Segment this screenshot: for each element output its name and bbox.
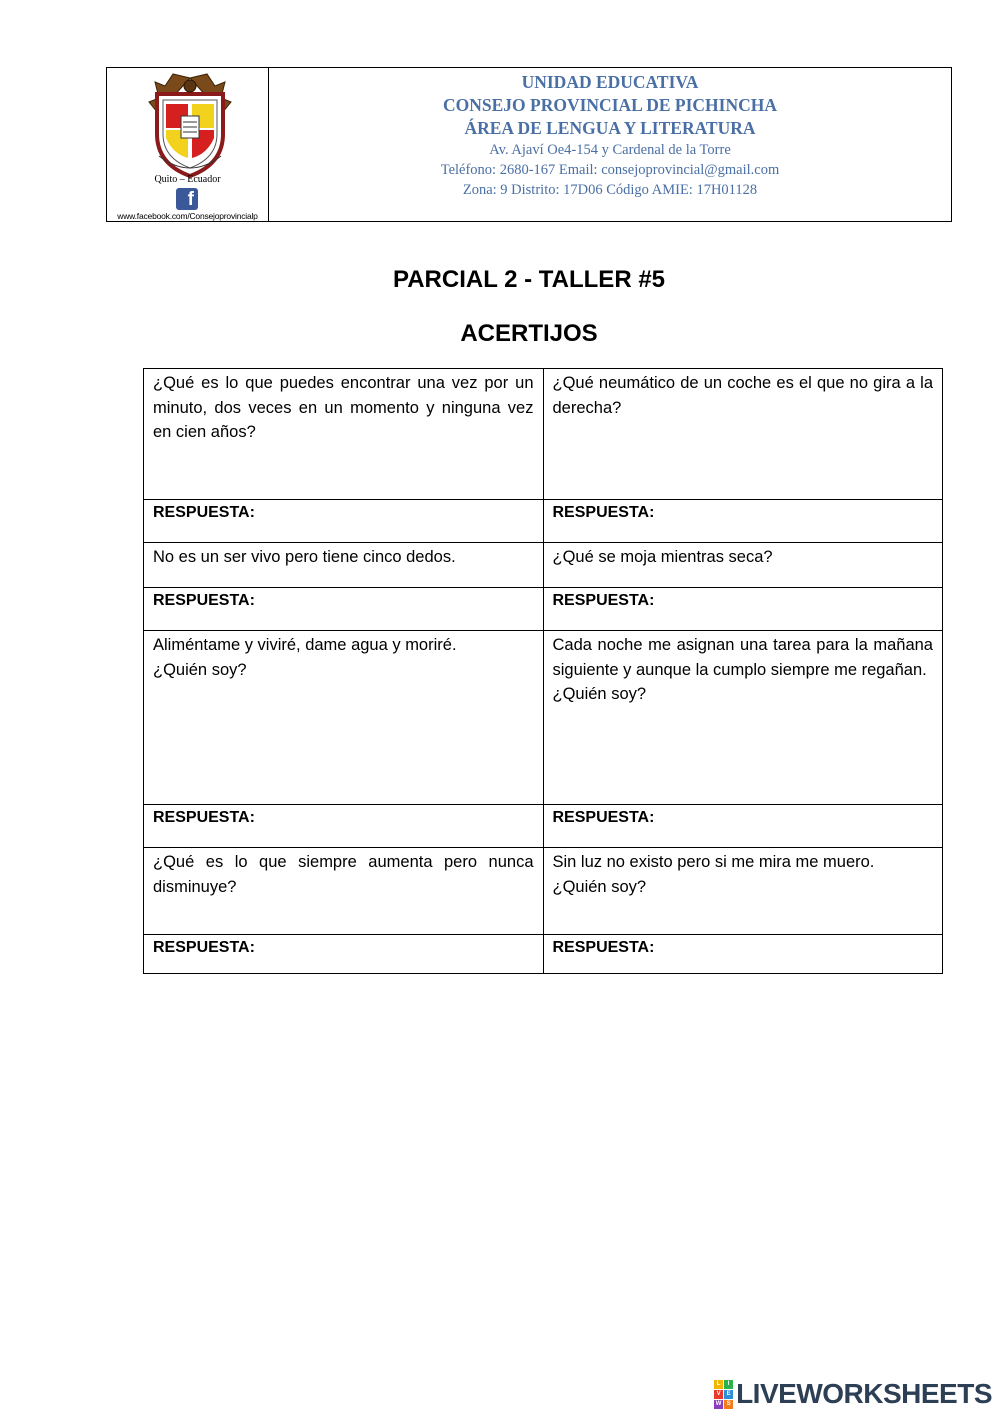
riddle-question: ¿Qué es lo que siempre aumenta pero nunca disminuye? xyxy=(144,848,544,935)
brand-letter: E xyxy=(724,1390,733,1399)
brand-letter: V xyxy=(714,1390,723,1399)
answer-field[interactable]: RESPUESTA: xyxy=(144,805,544,848)
riddle-question: Cada noche me asignan una tarea para la mañana siguiente y aunque la cumplo siempre me regañan. ¿Quién soy? xyxy=(543,631,943,805)
riddle-question: ¿Qué es lo que puedes encontrar una vez por un minuto, dos veces en un momento y ninguna vez en cien años? xyxy=(144,369,544,500)
answer-field[interactable]: RESPUESTA: xyxy=(543,588,943,631)
liveworksheets-logo-icon xyxy=(714,1380,733,1409)
riddle-question: No es un ser vivo pero tiene cinco dedos. xyxy=(144,543,544,588)
riddle-row xyxy=(144,631,943,805)
riddle-question: Aliméntame y viviré, dame agua y moriré. ¿Quién soy? xyxy=(144,631,544,805)
riddle-row xyxy=(144,543,943,588)
answer-field[interactable]: RESPUESTA: xyxy=(144,935,544,974)
facebook-url[interactable]: www.facebook.com/Consejoprovincialp xyxy=(117,211,258,221)
answer-field[interactable]: RESPUESTA: xyxy=(543,935,943,974)
logo-cell xyxy=(107,68,269,221)
school-address: Av. Ajaví Oe4-154 y Cardenal de la Torre xyxy=(489,142,731,158)
answer-row xyxy=(144,935,943,974)
school-name-line2: CONSEJO PROVINCIAL DE PICHINCHA xyxy=(443,95,777,115)
school-crest-icon xyxy=(143,72,237,184)
answer-row xyxy=(144,500,943,543)
brand-letter: L xyxy=(714,1380,723,1389)
school-info xyxy=(269,68,951,221)
school-codes: Zona: 9 Distrito: 17D06 Código AMIE: 17H01128 xyxy=(462,182,758,198)
school-name-line1: UNIDAD EDUCATIVA xyxy=(521,72,699,92)
liveworksheets-brand[interactable] xyxy=(714,1378,992,1410)
brand-letter: W xyxy=(715,1400,722,1407)
answer-field[interactable]: RESPUESTA: xyxy=(144,500,544,543)
worksheet-subtitle: ACERTIJOS xyxy=(460,320,598,347)
facebook-icon[interactable]: f xyxy=(176,188,198,210)
brand-letter: I xyxy=(724,1380,733,1389)
riddle-question: ¿Qué neumático de un coche es el que no gira a la derecha? xyxy=(543,369,943,500)
school-header xyxy=(106,67,952,222)
school-contact: Teléfono: 2680-167 Email: consejoprovincial@gmail.com xyxy=(440,162,780,178)
riddles-table xyxy=(143,368,943,974)
answer-field[interactable]: RESPUESTA: xyxy=(543,805,943,848)
answer-field[interactable]: RESPUESTA: xyxy=(144,588,544,631)
answer-row xyxy=(144,805,943,848)
logo-city: Quito – Ecuador xyxy=(154,174,221,185)
department-name: ÁREA DE LENGUA Y LITERATURA xyxy=(464,118,756,138)
riddle-row xyxy=(144,369,943,500)
brand-letter: S xyxy=(724,1400,733,1409)
worksheet-title: PARCIAL 2 - TALLER #5 xyxy=(392,266,666,293)
answer-row xyxy=(144,588,943,631)
answer-field[interactable]: RESPUESTA: xyxy=(543,500,943,543)
brand-text: LIVEWORKSHEETS xyxy=(736,1378,992,1409)
riddle-question: Sin luz no existo pero si me mira me muero. ¿Quién soy? xyxy=(543,848,943,935)
riddle-row xyxy=(144,848,943,935)
riddle-question: ¿Qué se moja mientras seca? xyxy=(543,543,943,588)
